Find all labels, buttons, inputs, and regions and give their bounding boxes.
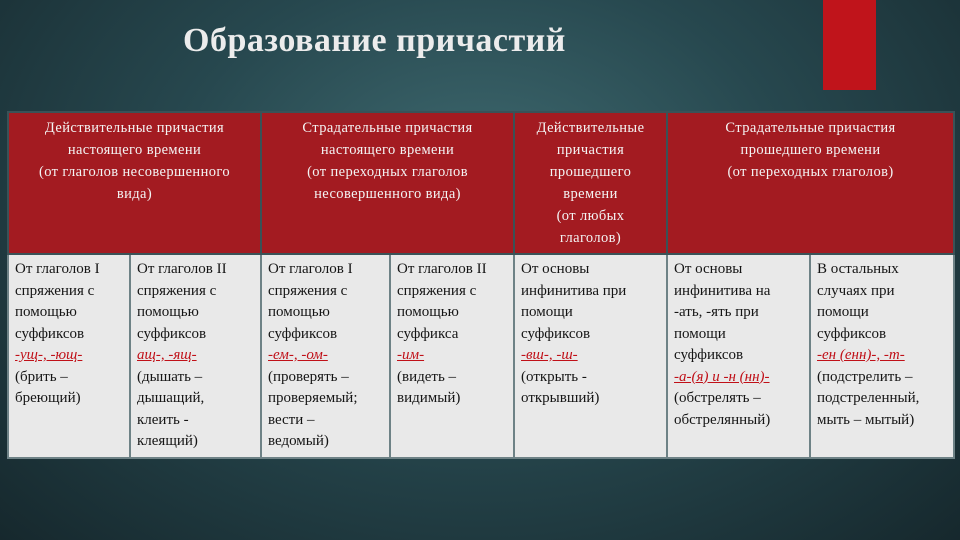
cell-text-line: инфинитива при: [521, 282, 627, 299]
cell-text-line: помощью: [268, 304, 330, 320]
header-line: несовершенного вида): [314, 186, 461, 202]
cell-text-line: спряжения с: [268, 282, 348, 299]
header-cell-2: [261, 112, 514, 254]
cell-2: [130, 254, 261, 458]
example-text-line: (видеть –: [397, 368, 457, 385]
cell-text-line: помощью: [397, 304, 459, 320]
cell-4: [390, 254, 514, 458]
cell-text-line: суффиксов: [521, 325, 591, 342]
cell-text-line: -ать, -ять при: [674, 304, 759, 320]
table-row: [8, 254, 954, 458]
example-text-line: проверяемый;: [268, 390, 358, 406]
header-cell-1: [8, 112, 261, 254]
example-text-line: (открыть -: [521, 368, 587, 385]
header-line: глаголов): [559, 230, 622, 246]
suffix-text: -ущ-, -ющ-: [15, 347, 83, 363]
cell-text-line: От глаголов I: [268, 261, 353, 277]
cell-text-line: В остальных: [817, 261, 899, 277]
accent-bar: [823, 0, 876, 90]
cell-text-line: От основы: [674, 261, 743, 277]
header-line: Страдательные причастия: [725, 120, 896, 136]
header-line: (от глаголов несовершенного: [38, 164, 231, 180]
example-text-line: вести –: [268, 411, 315, 428]
cell-text-line: помощью: [137, 304, 199, 320]
participles-table: [7, 111, 955, 459]
cell-text-line: От глаголов I: [15, 261, 100, 277]
header-cell-4: [667, 112, 954, 254]
header-line: Действительные причастия: [44, 120, 225, 136]
header-line: прошедшего: [549, 164, 632, 180]
example-text-line: (подстрелить –: [817, 368, 913, 385]
cell-text-line: случаях при: [817, 282, 895, 299]
cell-7: [810, 254, 954, 458]
cell-text-line: спряжения с: [15, 282, 95, 299]
cell-text-line: суффиксов: [268, 325, 338, 342]
header-line: Страдательные причастия: [302, 120, 473, 136]
header-line: причастия: [556, 142, 625, 158]
cell-text-line: спряжения с: [137, 282, 217, 299]
example-text-line: ведомый): [268, 433, 329, 449]
cell-text-line: суффиксов: [674, 347, 744, 363]
header-line: вида): [116, 186, 153, 202]
cell-text-line: помощью: [15, 304, 77, 320]
example-text-line: открывший): [521, 390, 600, 406]
suffix-text: -а-(я) и -н (нн)-: [674, 368, 770, 385]
page-title: Образование причастий: [183, 22, 566, 59]
suffix-text: ащ-, -ящ-: [137, 347, 197, 363]
cell-text-line: помощи: [817, 304, 869, 320]
example-text-line: клеить -: [137, 411, 189, 428]
cell-text-line: спряжения с: [397, 282, 477, 299]
header-row: [8, 112, 954, 254]
example-text-line: (обстрелять –: [674, 390, 761, 406]
cell-text-line: помощи: [674, 325, 726, 342]
header-line: настоящего времени: [320, 142, 455, 158]
cell-text-line: суффиксов: [137, 325, 207, 342]
suffix-text: -вш-, -ш-: [521, 347, 578, 363]
example-text-line: (проверять –: [268, 368, 349, 385]
example-text-line: обстрелянный): [674, 411, 771, 428]
cell-text-line: суффикса: [397, 325, 459, 342]
cell-text-line: От основы: [521, 261, 590, 277]
cell-6: [667, 254, 810, 458]
cell-text-line: От глаголов II: [397, 261, 487, 277]
header-line: (от любых: [556, 208, 625, 224]
header-cell-3: [514, 112, 667, 254]
header-line: прошедшего времени: [740, 142, 881, 158]
header-line: (от переходных глаголов): [727, 164, 894, 180]
cell-5: [514, 254, 667, 458]
cell-1: [8, 254, 130, 458]
header-line: Действительные: [536, 120, 645, 136]
cell-text-line: От глаголов II: [137, 261, 227, 277]
cell-text-line: инфинитива на: [674, 282, 771, 299]
cell-text-line: суффиксов: [817, 325, 887, 342]
suffix-text: -ем-, -ом-: [268, 347, 328, 363]
example-text-line: подстреленный,: [817, 390, 920, 406]
example-text-line: дышащий,: [137, 390, 205, 406]
header-line: (от переходных глаголов: [307, 164, 468, 180]
example-text-line: клеящий): [137, 433, 198, 449]
example-text-line: мыть – мытый): [817, 411, 915, 428]
suffix-text: -им-: [397, 347, 425, 363]
example-text-line: (брить –: [15, 368, 68, 385]
cell-3: [261, 254, 390, 458]
example-text-line: (дышать –: [137, 368, 203, 385]
header-line: настоящего времени: [67, 142, 202, 158]
example-text-line: видимый): [397, 390, 461, 406]
example-text-line: бреющий): [15, 390, 81, 406]
suffix-text: -ен (енн)-, -т-: [817, 347, 905, 363]
cell-text-line: помощи: [521, 304, 573, 320]
header-line: времени: [563, 186, 618, 202]
cell-text-line: суффиксов: [15, 325, 85, 342]
